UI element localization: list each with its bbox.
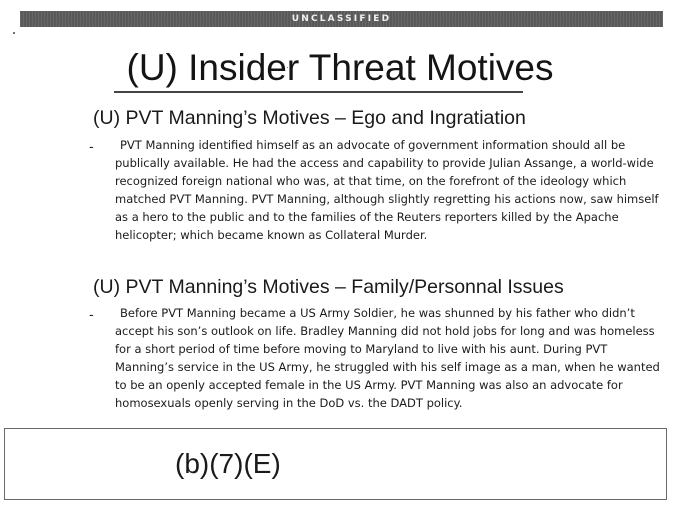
redaction-code: (b)(7)(E) xyxy=(175,448,281,479)
section-heading-ego: (U) PVT Manning’s Motives – Ego and Ingratiation xyxy=(93,107,526,129)
scan-speck xyxy=(13,32,15,34)
bullet-dash: - xyxy=(89,306,94,322)
slide-title: (U) Insider Threat Motives xyxy=(126,47,554,88)
title-underline xyxy=(114,91,523,93)
bullet-dash: - xyxy=(89,138,94,154)
classification-label: UNCLASSIFIED xyxy=(291,14,392,24)
redaction-box xyxy=(4,428,667,500)
section-heading-family: (U) PVT Manning’s Motives – Family/Personnal Issues xyxy=(93,276,564,298)
classification-banner xyxy=(20,11,663,27)
section-text-family: Before PVT Manning became a US Army Soldier, he was shunned by his father who didn’t accept his son’s outlook on life. Bradley Manning did not hold jobs for long and was homeless for a short period of time before moving to Maryland to live with his aunt. During PVT Manning’s service in the US Army, he struggled with his self image as a man, when he wanted to be an openly accepted female in the US Army. PVT Manning was also an advocate for homosexuals openly serving in the DoD vs. the DADT policy. xyxy=(115,306,660,410)
section-text-ego: PVT Manning identified himself as an advocate of government information should all be publically available. He had the access and capability to provide Julian Assange, a world-wide recognized foreign national who was, at that time, on the forefront of the ideology which matched PVT Manning. PVT Manning, although slightly regretting his actions now, saw himself as a hero to the public and to the families of the Reuters reporters killed by the Apache helicopter; which became known as Collateral Murder. xyxy=(115,138,659,242)
